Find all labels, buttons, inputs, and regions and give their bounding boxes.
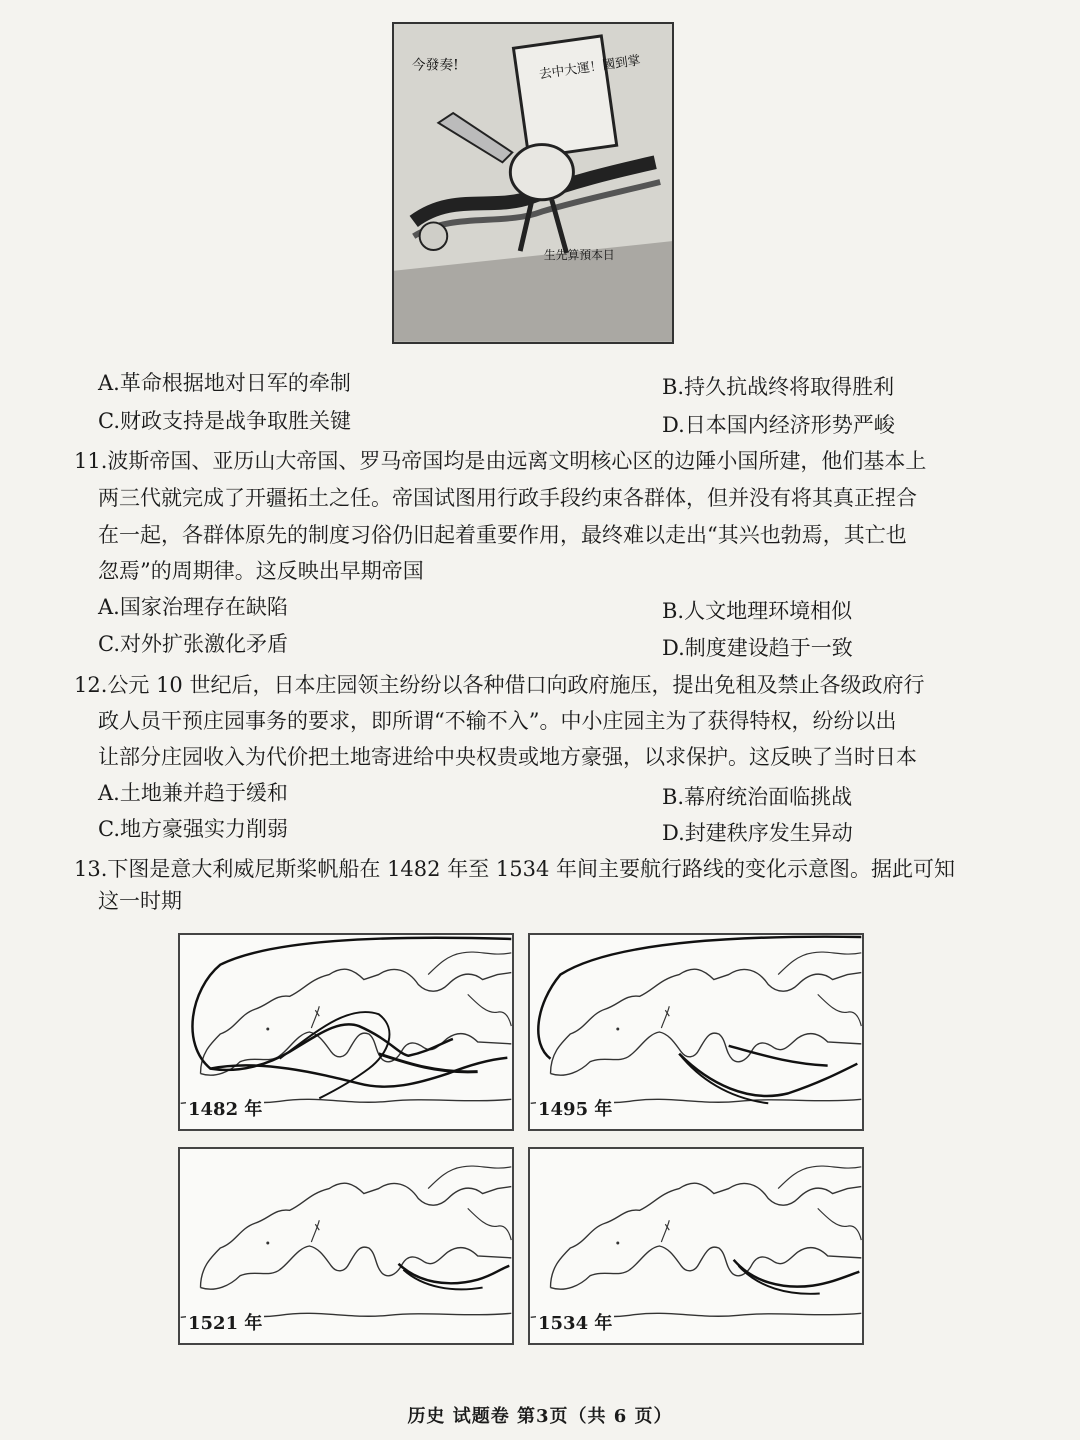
map-year-label: 1521 年: [186, 1309, 264, 1335]
q11-option-b[interactable]: B.人文地理环境相似: [662, 599, 853, 623]
route-map-1521: [178, 1147, 514, 1345]
q12-text-line-3: 让部分庄园收入为代价把土地寄进给中央权贵或地方豪强，以求保护。这反映了当时日本: [98, 745, 917, 769]
map-year-label: 1495 年: [536, 1095, 614, 1121]
q11-option-a[interactable]: A.国家治理存在缺陷: [98, 595, 288, 619]
cartoon-box-text: 去中大運！國到掌: [538, 53, 642, 83]
map-year-label: 1482 年: [186, 1095, 264, 1121]
cartoon-drawing: [394, 24, 672, 342]
q10-option-a[interactable]: A.革命根据地对日军的牵制: [98, 371, 351, 395]
route-map-1495: [528, 933, 864, 1131]
q12-option-d[interactable]: D.封建秩序发生异动: [662, 821, 853, 845]
route-map-1534: [528, 1147, 864, 1345]
q13-text-line-1: 13.下图是意大利威尼斯桨帆船在 1482 年至 1534 年间主要航行路线的变化示意图。据此可知: [74, 857, 955, 881]
q12-option-a[interactable]: A.土地兼并趋于缓和: [98, 781, 288, 805]
q13-text-line-2: 这一时期: [98, 889, 182, 913]
q11-text-line-4: 忽焉”的周期律。这反映出早期帝国: [98, 559, 424, 583]
page-footer: 历史 试题卷 第3页（共 6 页）: [407, 1406, 673, 1427]
political-cartoon: [392, 22, 674, 344]
q10-option-c[interactable]: C.财政支持是战争取胜关键: [98, 409, 351, 433]
q11-text-line-1: 11.波斯帝国、亚历山大帝国、罗马帝国均是由远离文明核心区的边陲小国所建，他们基本上: [74, 449, 927, 473]
q11-option-c[interactable]: C.对外扩张激化矛盾: [98, 632, 288, 656]
route-map-1482: [178, 933, 514, 1131]
cartoon-caption: 生先算預本日: [543, 247, 615, 262]
q12-option-c[interactable]: C.地方豪强实力削弱: [98, 817, 288, 841]
q12-text-line-1: 12.公元 10 世纪后，日本庄园领主纷纷以各种借口向政府施压，提出免租及禁止各级政府行: [74, 673, 925, 697]
q10-option-b[interactable]: B.持久抗战终将取得胜利: [662, 375, 895, 399]
q11-text-line-2: 两三代就完成了开疆拓土之任。帝国试图用行政手段约束各群体，但并没有将其真正捏合: [98, 486, 917, 510]
q11-text-line-3: 在一起，各群体原先的制度习俗仍旧起着重要作用，最终难以走出“其兴也勃焉，其亡也: [98, 523, 907, 547]
q12-option-b[interactable]: B.幕府统治面临挑战: [662, 785, 853, 809]
map-year-label: 1534 年: [536, 1309, 614, 1335]
q11-option-d[interactable]: D.制度建设趋于一致: [662, 636, 853, 660]
q10-option-d[interactable]: D.日本国内经济形势严峻: [662, 413, 895, 437]
q12-text-line-2: 政人员干预庄园事务的要求，即所谓“不输不入”。中小庄园主为了获得特权，纷纷以出: [98, 709, 897, 733]
cartoon-speech-text: 今發奏!: [411, 57, 459, 74]
